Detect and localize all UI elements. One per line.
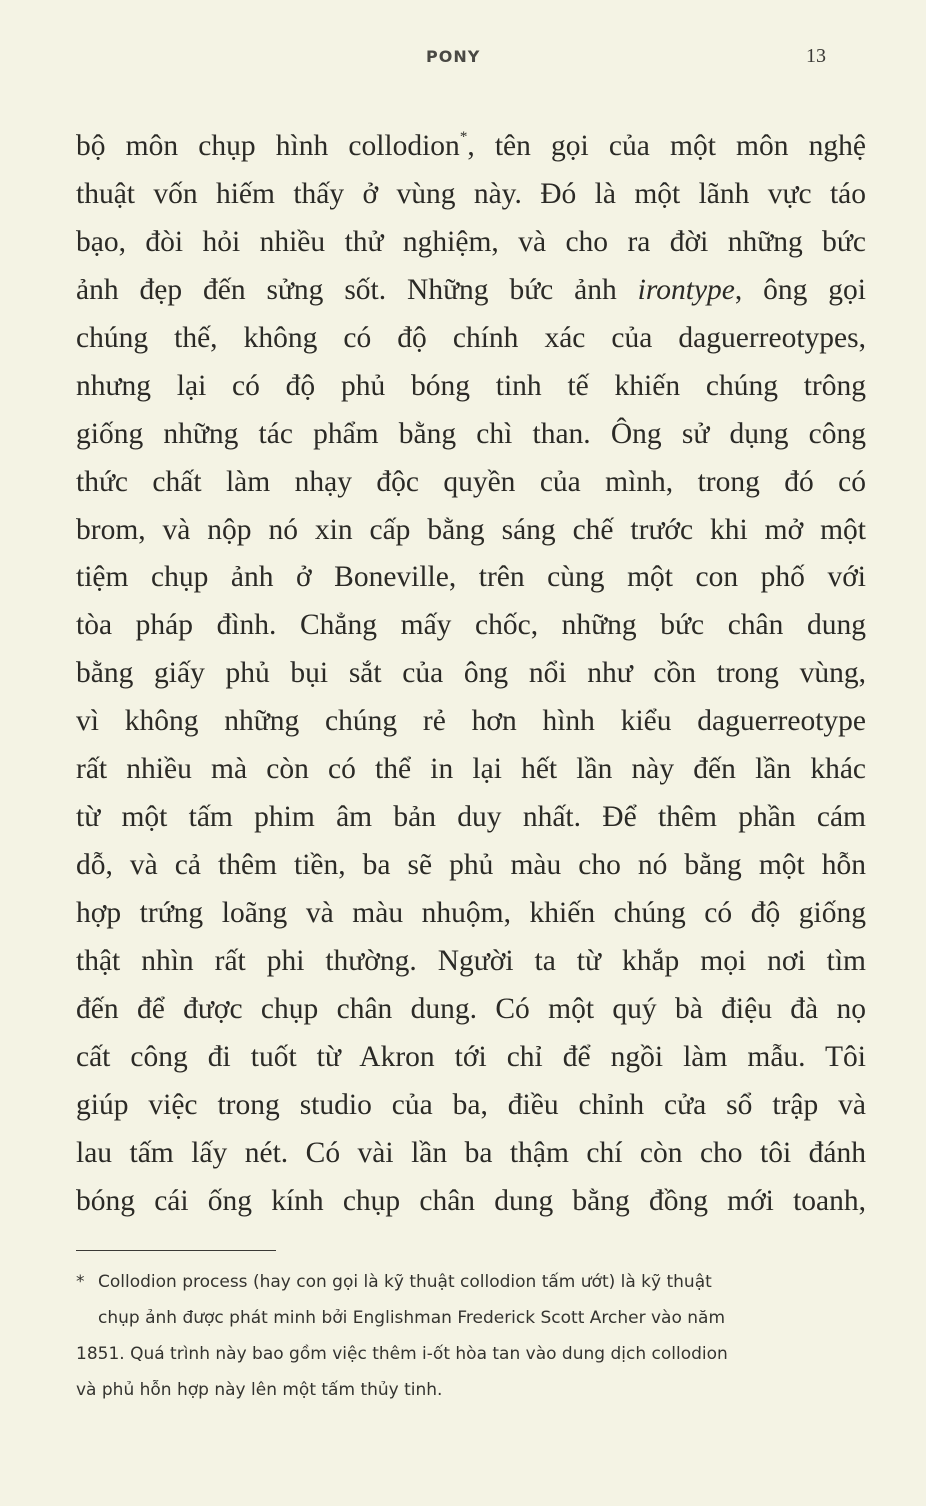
body-line-7: giống những tác phẩm bằng chì than. Ông sử dụng công — [76, 417, 866, 450]
body-line-21: giúp việc trong studio của ba, điều chỉnh cửa sổ trập và — [76, 1088, 866, 1121]
footnote — [76, 1264, 856, 1408]
body-line-18: thật nhìn rất phi thường. Người ta từ khắp mọi nơi tìm — [76, 944, 866, 977]
body-line-19: đến để được chụp chân dung. Có một quý bà điệu đà nọ — [76, 992, 866, 1025]
body-line-15: từ một tấm phim âm bản duy nhất. Để thêm phần cám — [76, 801, 866, 834]
body-line-1: bộ môn chụp hình collodion*, tên gọi của một môn nghệ — [76, 129, 866, 162]
body-line-17: hợp trứng loãng và màu nhuộm, khiến chúng có độ giống — [76, 897, 866, 929]
footnote-line-1: Collodion process (hay con gọi là kỹ thuật collodion tấm ướt) là kỹ thuật — [98, 1272, 712, 1292]
body-line-16: dỗ, và cả thêm tiền, ba sẽ phủ màu cho nó bằng một hỗn — [76, 849, 866, 882]
footnote-marker: * — [76, 1272, 85, 1292]
running-title: PONY — [426, 47, 481, 66]
body-line-9: brom, và nộp nó xin cấp bằng sáng chế trước khi mở một — [76, 513, 866, 546]
body-line-22: lau tấm lấy nét. Có vài lần ba thậm chí còn cho tôi đánh — [76, 1136, 866, 1169]
body-line-12: bằng giấy phủ bụi sắt của ông nổi như cồn trong vùng, — [76, 657, 866, 690]
body-line-4: ảnh đẹp đến sửng sốt. Những bức ảnh irontype, ông gọi — [76, 273, 866, 306]
body-paragraph — [76, 123, 866, 1226]
footnote-reference: * — [459, 129, 468, 145]
body-line-10: tiệm chụp ảnh ở Boneville, trên cùng một con phố với — [76, 561, 866, 594]
body-line-3: bạo, đòi hỏi nhiều thử nghiệm, và cho ra đời những bức — [76, 225, 866, 258]
body-line-8: thức chất làm nhạy độc quyền của mình, trong đó có — [76, 465, 866, 498]
body-line-14: rất nhiều mà còn có thể in lại hết lần này đến lần khác — [76, 753, 866, 786]
body-line-5: chúng thế, không có độ chính xác của daguerreotypes, — [76, 321, 866, 354]
body-line-11: tòa pháp đình. Chẳng mấy chốc, những bức chân dung — [76, 609, 866, 642]
page-number: 13 — [806, 45, 826, 67]
footnote-line-4: và phủ hỗn hợp này lên một tấm thủy tinh. — [76, 1380, 443, 1400]
footnote-line-2: chụp ảnh được phát minh bởi Englishman Frederick Scott Archer vào năm — [98, 1308, 726, 1328]
body-line-20: cất công đi tuốt từ Akron tới chỉ để ngồi làm mẫu. Tôi — [76, 1040, 866, 1073]
italic-term: irontype — [637, 273, 735, 306]
footnote-line-3: 1851. Quá trình này bao gồm việc thêm i-ốt hòa tan vào dung dịch collodion — [76, 1344, 728, 1364]
footnote-divider — [76, 1250, 276, 1251]
body-line-2: thuật vốn hiếm thấy ở vùng này. Đó là một lãnh vực táo — [76, 177, 866, 210]
body-line-23: bóng cái ống kính chụp chân dung bằng đồng mới toanh, — [76, 1184, 866, 1217]
body-line-13: vì không những chúng rẻ hơn hình kiểu daguerreotype — [76, 705, 866, 738]
body-line-6: nhưng lại có độ phủ bóng tinh tế khiến chúng trông — [76, 369, 866, 402]
